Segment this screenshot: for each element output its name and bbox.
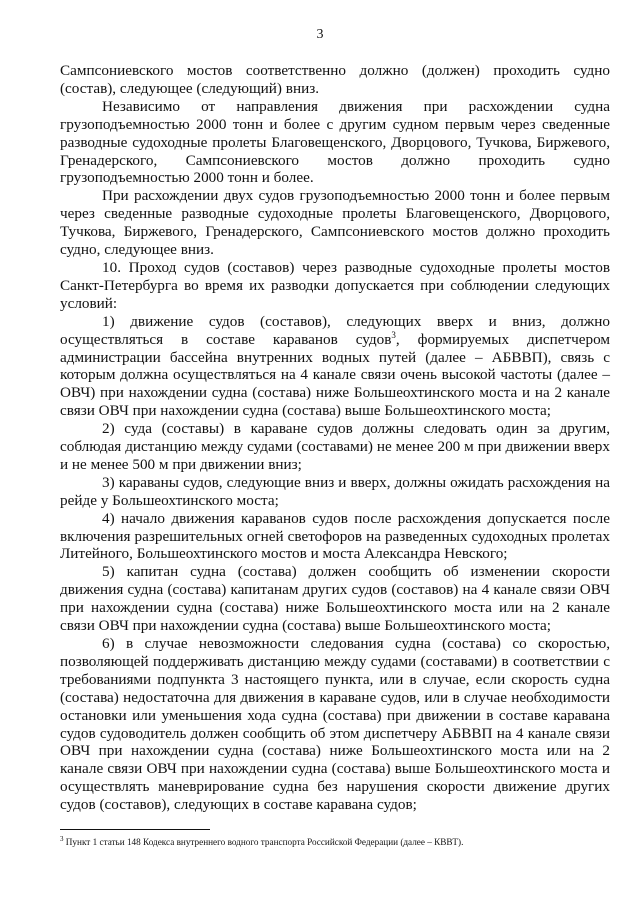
footnote-separator (60, 829, 210, 830)
footnote (60, 836, 620, 848)
paragraph-subitem-2: 2) суда (составы) в караване судов должны следовать один за другим, соблюдая дистанцию между судами (составами) не менее 200 м при движении вверх и не менее 500 м при движении вниз; (60, 420, 610, 473)
paragraph-passing-order: Независимо от направления движения при расхождении судна грузоподъемностью 2000 тонн и более с другим судном первым через сведенные разводные судоходные пролеты Благовещенского, Дворцового, Тучкова, Биржевого, Гренадерского, Сампсониевского мостов должно проходить судно грузоподъемностью 2000 тонн и более. (60, 97, 610, 187)
subitem-1-text: 1) движение судов (составов), следующих вверх и вниз, должно осуществляться в составе караванов судов (60, 312, 610, 348)
paragraph-subitem-1 (60, 313, 610, 420)
page-number: 3 (316, 27, 324, 42)
body-text (60, 62, 610, 814)
footnote-mark: 3 (60, 834, 64, 843)
subitem-1-text-continued: , формируемых диспетчером администрации бассейна внутренних водных путей (далее – АБВВП), связь с которым должна осуществляться на 4 канале связи очень высокой частоты (далее – ОВЧ) при нахождении судна (состава) ниже Большеохтинского моста и на 2 канале связи ОВЧ при нахождении судна (состава) выше Большеохтинского моста; (60, 330, 610, 420)
footnote-reference: 3 (391, 329, 396, 340)
paragraph-subitem-5: 5) капитан судна (состава) должен сообщить об изменении скорости движения судна (состава) капитанам других судов (составов) на 4 канале связи ОВЧ при нахождении судна (состава) ниже Большеохтинского моста или на 2 канале связи ОВЧ при нахождении судна (состава) выше Большеохтинского моста; (60, 563, 610, 635)
paragraph-item-10: 10. Проход судов (составов) через разводные судоходные пролеты мостов Санкт-Петербурга во время их разводки допускается при соблюдении следующих условий: (60, 258, 610, 312)
paragraph-continuation: Сампсониевского мостов соответственно должно (должен) проходить судно (состав), следующее (следующий) вниз. (60, 62, 610, 97)
paragraph-subitem-3: 3) караваны судов, следующие вниз и вверх, должны ожидать расхождения на рейде у Большеохтинского моста; (60, 473, 610, 509)
paragraph-subitem-6: 6) в случае невозможности следования судна (состава) со скоростью, позволяющей поддерживать дистанцию между судами (составами) в соответствии с требованиями подпункта 3 настоящего пункта, или в случае, если скорость судна (состава) недостаточна для движения в караване судов, или в случае необходимости остановки или уменьшения хода судна (состава) при движении в составе каравана судов судоводитель должен сообщить об этом диспетчеру АБВВП на 4 канале связи ОВЧ при нахождении судна (состава) ниже Большеохтинского моста или на 2 канале связи ОВЧ при нахождении судна (состава) выше Большеохтинского моста и осуществлять маневрирование судна без нарушения скорости движение других судов (составов), следующих в составе каравана судов; (60, 635, 610, 814)
paragraph-subitem-4: 4) начало движения караванов судов после расхождения допускается после включения разрешительных огней светофоров на разведенных судоходных пролетах Литейного, Большеохтинского мостов и моста Александра Невского; (60, 509, 610, 563)
paragraph-two-vessels: При расхождении двух судов грузоподъемностью 2000 тонн и более первым через сведенные разводные судоходные пролеты Благовещенского, Дворцового, Тучкова, Биржевого, Гренадерского, Сампсониевского мостов должно проходить судно, следующее вниз. (60, 187, 610, 259)
footnote-text: Пункт 1 статьи 148 Кодекса внутреннего водного транспорта Российской Федерации (далее – КВВТ). (63, 837, 464, 847)
